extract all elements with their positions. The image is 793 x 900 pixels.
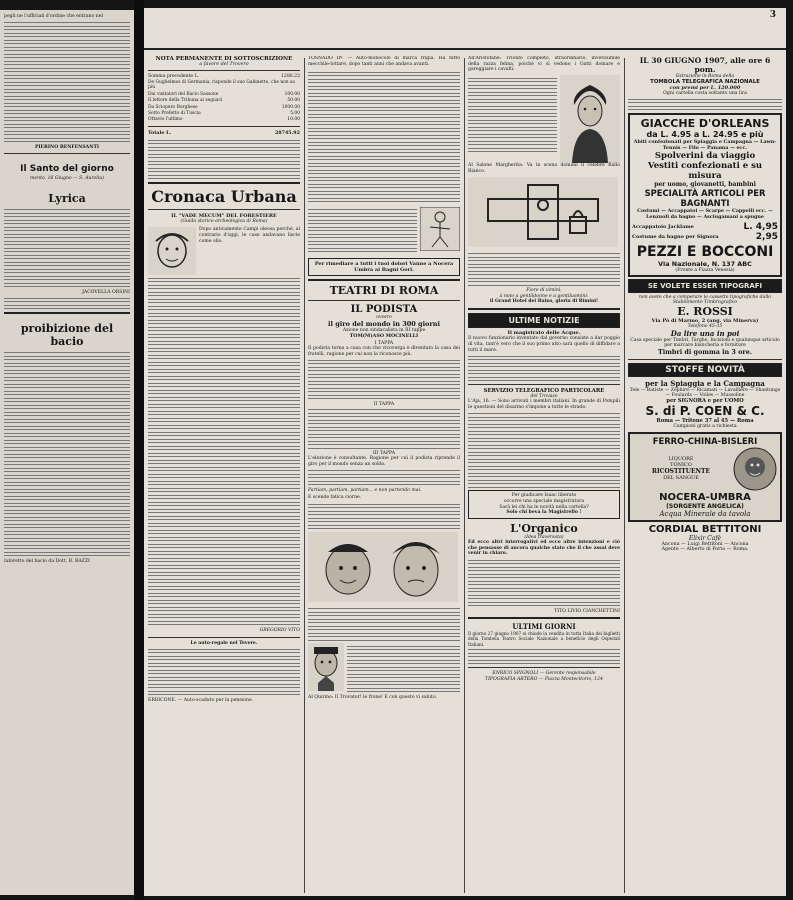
lottery-name: TOMBOLA TELEGRAFICA NAZIONALE (650, 79, 760, 85)
ad1-shop-name: PEZZI E BOCCONI (636, 243, 774, 260)
left-page-poem-lines (4, 209, 130, 287)
ad5-sub: Elixir Cafè (688, 534, 722, 542)
left-page-article-lines (4, 352, 130, 556)
subscription-entries (148, 80, 300, 123)
col1-text-lines (148, 140, 300, 180)
left-page-signature: PIERINO BENFENSANTI (34, 144, 100, 150)
subscription-entry (148, 80, 300, 91)
play-ovvero: ovvero (376, 314, 392, 320)
cartoon-illustration (420, 207, 460, 251)
ad1-price2-label: Costume da bagno per Signora (632, 233, 719, 240)
padlock-illustration (468, 177, 618, 247)
column-2 (308, 56, 460, 702)
column-divider (624, 58, 625, 893)
left-page-fragment (0, 10, 134, 895)
ad2-name: E. ROSSI (677, 304, 733, 318)
total-value: 28745.92 (274, 129, 300, 136)
subscription-entry-text: Ottavio l'ultimo (148, 117, 183, 123)
ad4-sub-2: TONICO (670, 462, 692, 468)
col2-lines (308, 69, 460, 205)
ad1-address: Via Nazionale, N. 137 ABC (658, 259, 752, 268)
play-body-1: Il podista torna a casa con che vicoverga è diventato la casa dei fratelli, ragione per cui non la riconosce più. (308, 345, 460, 357)
section-title-cronaca: Cronaca Urbana (151, 187, 297, 207)
notice-box-line4: Solo chi beva la Magistrello ! (506, 510, 582, 516)
column-divider (304, 58, 305, 893)
ad2-telephone: Telefono 45-35 (687, 323, 723, 329)
left-page-snippet: pegli ne l'ufficiali d'ordine che entrano nel (4, 14, 103, 19)
subscription-entry-amount: 50.00 (287, 98, 300, 104)
magistrello-box (468, 490, 620, 519)
page-gutter (134, 0, 144, 900)
column-1 (148, 56, 300, 705)
news-subheading: Il magistrato delle Acque. (507, 330, 581, 337)
left-page-poem-signature: JACOVELLA ORSINI (82, 289, 130, 295)
col3-opening: All'Aristofane: Trionfo completo, straordinario, inverosimile della razza felina, poichè vi si vedono i Gatti domare e gareggiare i cavalli. (468, 56, 620, 73)
column-4-advertisements (628, 56, 782, 552)
ad3-title: STOFFE NOVITÀ (665, 364, 745, 375)
notice-box-line2: occorre una speciale magistratura (503, 498, 585, 504)
column-divider (464, 58, 465, 893)
notice-box-line1: Per giudicare Isaac liberato (511, 493, 577, 499)
subscription-total (148, 130, 300, 136)
tappa-3: III TAPPA (372, 451, 396, 457)
notice-errico: ERRICONE. — Auto-scaduto per la pensione. (148, 697, 254, 703)
printer-line: TIPOGRAFIA ARTERO — Piazza Montecitorio, 124 (485, 677, 603, 683)
subscription-entry-amount: 1000.00 (281, 104, 300, 110)
ad1-price1-label: Accappatoio Jacklame (632, 223, 694, 230)
tappa-1: I TAPPA (374, 340, 394, 346)
lottery-date: IL 30 GIUGNO 1907, alle ore 6 pom. (639, 56, 771, 74)
notice-box-line3: Sarà lei chi ha le novità nella cartella? (499, 504, 589, 510)
ad4-spring: (SORGENTE ANGELICA) (666, 502, 744, 510)
ad1-title: GIACCHE D'ORLEANS (640, 116, 770, 130)
left-page-heading-lyrica: Lyrica (48, 192, 86, 206)
ad2-line: non avete che a comperare le cassette tipografiche dallo Stabilimento Timbrografico (638, 294, 772, 305)
subscription-entry-text: De Guglielmos di Germania, risponde il suo Gabinetto, che non sa più (148, 80, 295, 91)
ad1-line2: Spolverini da viaggio (654, 150, 756, 161)
last-days-heading: ULTIMI GIORNI (512, 622, 576, 632)
header-rule (144, 48, 786, 50)
remedy-box (308, 258, 460, 276)
left-page-heading-santo: Il Santo del giorno (20, 164, 114, 175)
lottery-event: Estrazione in Roma della (675, 74, 735, 79)
subscription-entry-text: Sotto Prefetto di Tuscia (148, 111, 201, 117)
lion-emblem-illustration (732, 446, 778, 492)
ad4-title: FERRO-CHINA-BISLERI (652, 435, 758, 446)
organico-body: Ed ecco altri interrogativi ed ecco altre intenzioni e ciò che pensasse di ancora qualche stato che il che assai deve venir in chiaro. (468, 539, 620, 557)
left-page-heading-bacio: proibizione del bacio (20, 322, 114, 349)
ad4-sub-3: RICOSTITUENTE (651, 468, 711, 475)
ad2-address: Via Pò di Marmo, 2 (ang. via Minerva) (651, 317, 759, 324)
ad5-agent: Agente — Alberto di Porto — Roma. (661, 546, 749, 552)
play-body-3: Partiam, partiam, partiam... e non partendo mai. (308, 487, 422, 493)
ad1-price2: 2,95 (755, 231, 778, 242)
ad-coen-header (628, 363, 782, 377)
ad2-more: Casa speciale per Timbri, Targhe, Incisioni e qualunque articolo per marcare biancheria e forniture (630, 337, 780, 348)
previous-value: 1286.22 (281, 74, 300, 79)
remedy-text: Per rimediare a tutti i tuoi dolori Vanne a Nocera Umbra ai Bagni Gori. (314, 260, 454, 273)
page-number: 3 (769, 10, 776, 20)
play-body-2: L'elezione è consultante. Ragione per cui il podista riprende il giro per il mondo senza un soldo. (308, 456, 460, 468)
subscription-entry-amount: 5.00 (290, 111, 300, 117)
previous-label: Somma precedente L. (148, 74, 200, 79)
left-page-text-lines (4, 22, 130, 142)
subscription-subtitle: a favore del Trovero (199, 62, 249, 67)
verse-1: Fiore di viminì, (526, 288, 562, 294)
organico-title: L'Organico (510, 521, 578, 535)
col2-lead: TOSNADO IIº. — Auto-monocolo di marca frigia. Ha fatto mecchile-lottare, dopo tanti anni che andava avanti. (308, 56, 460, 67)
ad4-sub-4: DEL SANGUE (663, 475, 699, 481)
theater-caption: Al Quirino: Il Trovator! le frone! E con questo vi saluto. (308, 694, 438, 700)
portrait-illustration (308, 643, 344, 691)
subscription-entry (148, 111, 300, 116)
telegraph-subheading: del Trovaso (530, 394, 558, 400)
subscription-entry (148, 117, 300, 122)
subscription-entry-text: Dai visitatori del Bacio Sassone (148, 91, 219, 97)
subscription-entry-text: Da Sciopero Borghese (148, 104, 198, 110)
verse-2: à noto a gentildonne e a gentiluomini: (499, 293, 589, 299)
play-author: TOM(M)ASO MOCINELLI (349, 332, 419, 339)
gerente-line: ENRICO SPIGNOLI — Gerente responsabile (492, 671, 596, 677)
ad1-line3: Vestiti confezionati e su misura (647, 160, 763, 181)
left-page-last-line: Iaforetto del bacio da Dott. R. BAZZI (4, 558, 90, 564)
theater-illustration (308, 532, 458, 602)
col3-solferino: Al Salone Margherita: Va in scena domani il celebre Ballo Bianco. (468, 163, 620, 174)
play-title: IL PODISTA (350, 303, 418, 315)
subscription-previous (148, 74, 300, 79)
news-heading: ULTIME NOTIZIE (468, 313, 620, 328)
ad2-price: Da lire una in poi (670, 328, 740, 338)
col1-article-lines (148, 278, 300, 626)
subscription-title: NOTA PERMANENTE DI SOTTOSCRIZIONE (155, 56, 293, 62)
ad1-prices: da L. 4.95 a L. 24.95 e più (646, 129, 764, 139)
telegraph-body: L'Aja, 16. — Sono arrivati i membri italiani. In grande di Pompili le questioni del disarmo s'impone a tutte le strade. (468, 399, 620, 410)
ad5-title: CORDIAL BETTITONI (648, 523, 762, 535)
woman-portrait-illustration (560, 75, 620, 163)
subscription-entry (148, 92, 300, 97)
ad4-brand: NOCERA-UMBRA (659, 491, 751, 503)
total-label: Totale L. (148, 129, 172, 136)
ad1-line: Abiti confezionati per Spiaggia e Campagna — Lawn-Tennis — Filo — Panama — ecc. (633, 138, 777, 151)
theater-heading: TEATRI DI ROMA (329, 283, 439, 297)
newspaper-page (144, 8, 786, 896)
ad3-line-3: per SIGNORA e per UOMO (666, 397, 744, 404)
ad1-price-row-1 (632, 222, 778, 232)
ad5-address: Ancona — Luigi Bettitoni — Ancona (661, 541, 749, 547)
ad1-line4: per uomo, giovanetti, bambini (654, 180, 756, 188)
ad1-line6: Costumi — Accappatoi — Scarpe — Cappelli ecc. — Lenzuoli da bagno — Asciugamani a spugne (637, 207, 773, 220)
organico-signature: TITO LIVIO CIANCHETTINI (554, 608, 620, 614)
telegraph-heading: SERVIZIO TELEGRAFICO PARTICOLARE (483, 388, 605, 395)
notice-auto: Le auto-regale nel Tevere. (190, 640, 258, 646)
subscription-entry (148, 98, 300, 103)
ad1-address-2: (Fronte a Piazza Venezia) (675, 267, 735, 273)
tappa-2: II TAPPA (373, 401, 395, 407)
ad3-note: Campioni gratis a richiesta (673, 423, 737, 429)
organico-subtitle: (Idea traversata) (524, 534, 564, 540)
article-signature: GREGORIO VITO (259, 627, 300, 633)
play-subtitle: il giro del mondo in 300 giorni (328, 319, 440, 328)
left-page-date: mento, 16 Giugno — S. Aureliu) (30, 176, 104, 182)
last-days-body: Il giorno 27 giugno 1907 si chiude la vendita in tutta Italia dei biglietti della Tombola Teatro Sociale Nazionale a beneficio degli Ospedali Italiani. (468, 631, 620, 647)
ad3-line-2: Tele — Batiste — Zephire — Ricamati — Lavallière — Shantungs — Foulards — Voiles — Mussoline (629, 387, 781, 398)
article-title-vademecum: IL "VADE MECUM" DEL FORESTIERE (171, 213, 277, 220)
subscription-entry-amount: 10.00 (287, 117, 300, 123)
ad2-more-2: Timbri di gomma in 3 ore. (657, 347, 753, 356)
ad1-line5: SPECIALITÀ ARTICOLI PER BAGNANTI (644, 187, 766, 208)
ad-bisleri (628, 432, 782, 522)
ad1-price-row-2 (632, 232, 778, 242)
article-lead: Dopo anticamente Campi oleosa perchè, al contrario d'oggi, le case andavano liscie come olio. (199, 227, 300, 244)
article-subtitle-vademecum: (Guida storico-archeologica di Roma) (180, 219, 268, 225)
ad-pezzi-bocconi (628, 113, 782, 277)
ad-rossi-header (628, 279, 782, 293)
play-body-4: E scende fatica ciorne. (308, 495, 362, 501)
ad3-shop-name: S. di P. COEN & C. (645, 403, 765, 418)
ad3-address: Roma — Tritone 37 al 45 — Roma (656, 417, 754, 424)
lottery-note: Ogni cartella costa soltanto una lira (663, 91, 747, 96)
subscription-entry (148, 105, 300, 110)
verse-3: il Grand Hotel dei Bains, gloria di Rimini! (489, 299, 599, 305)
caricature-illustration (148, 227, 196, 275)
news-body: Il nuovo funzionario inventato dal governo consiste a dar poggio di vita, tant'è vero che il suo primo atto sarà quello di diffidare a tutti il mare. (468, 336, 620, 353)
subscription-entry-text: Il lettore della Tribuna ai seguaci (148, 98, 223, 104)
ad1-price1: L. 4,95 (743, 221, 778, 232)
ad4-water: Acqua Minerale da tavola (659, 509, 751, 518)
lottery-prize: con premi per L. 120.000 (669, 85, 741, 91)
play-description: Azione non sindacalista in III tappe (342, 327, 426, 333)
column-3 (468, 56, 620, 685)
ad2-title: SE VOLETE ESSER TIPOGRAFI (647, 281, 763, 290)
ad3-line: per la Spiaggia e la Campagna (645, 378, 765, 388)
subscription-entry-amount: 100.00 (284, 91, 300, 97)
ad4-sub-1: LIQUORE (668, 456, 694, 462)
